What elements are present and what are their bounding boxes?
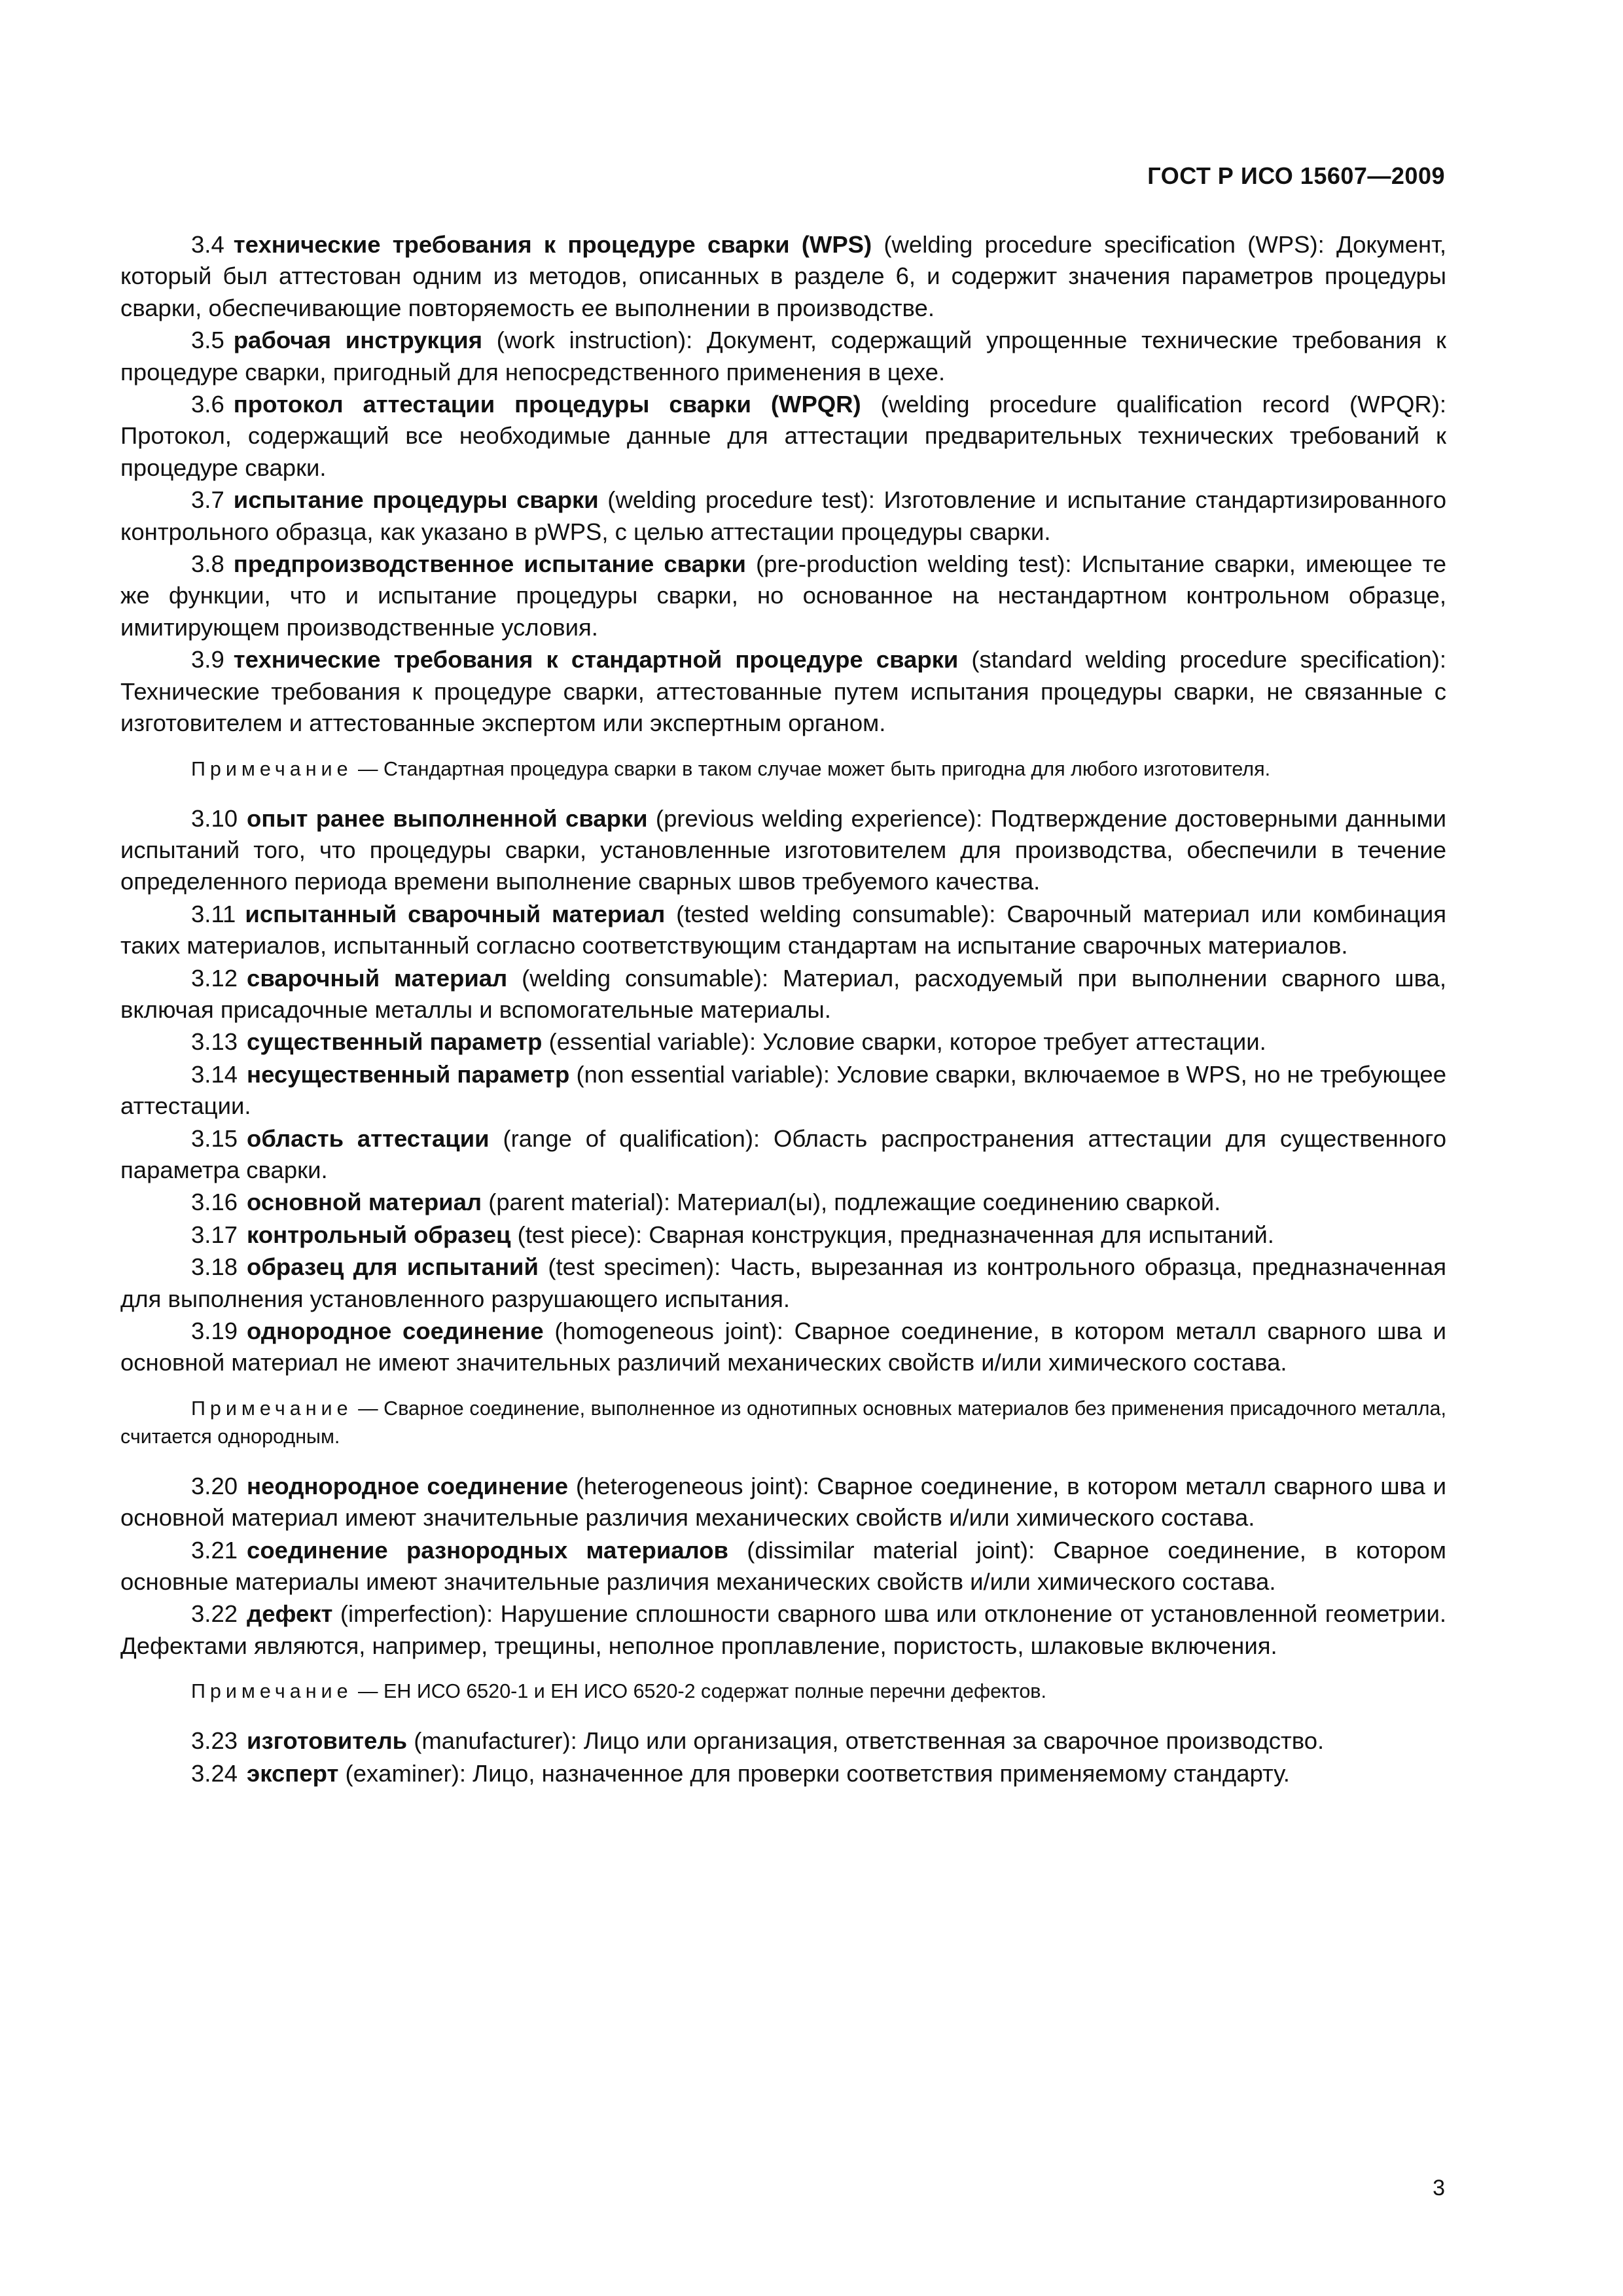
term-3-5 (120, 325, 1446, 388)
document-body (120, 229, 1446, 1790)
term-definition: (dissimilar material joint): Сварное соединение, в котором основные материалы имеют значительные различия механических свойств и/или химического состава. (120, 1536, 1447, 1596)
term-name: существенный параметр (247, 1028, 543, 1056)
term-name: испытание процедуры сварки (233, 486, 599, 514)
term-3-12 (120, 963, 1446, 1026)
term-name: контрольный образец (247, 1221, 511, 1248)
term-3-14 (120, 1059, 1446, 1122)
term-3-10 (120, 803, 1446, 898)
note-label: Примечание (191, 757, 353, 780)
term-number: 3.12 (191, 964, 238, 992)
term-number: 3.7 (191, 486, 224, 514)
term-number: 3.22 (191, 1600, 238, 1628)
term-definition: (tested welding consumable): Сварочный материал или комбинация таких материалов, испытанный согласно соответствующим стандартам на испытание сварочных материалов. (120, 900, 1446, 960)
note-label: Примечание (191, 1397, 353, 1420)
term-3-22 (120, 1598, 1446, 1662)
term-number: 3.14 (191, 1060, 238, 1088)
term-3-9 (120, 644, 1446, 739)
document-header: ГОСТ Р ИСО 15607—2009 (1147, 162, 1445, 189)
term-3-11 (120, 899, 1446, 962)
term-name: опыт ранее выполненной сварки (247, 804, 648, 832)
term-number: 3.13 (191, 1028, 238, 1056)
term-3-15 (120, 1123, 1446, 1187)
term-number: 3.17 (191, 1221, 238, 1248)
term-3-19 (120, 1316, 1446, 1379)
term-definition: (range of qualification): Область распространения аттестации для существенного параметра сварки. (120, 1124, 1446, 1183)
term-name: изготовитель (247, 1727, 408, 1755)
term-definition: (heterogeneous joint): Сварное соединение, в котором металл сварного шва и основной материал имеют значительные различия механических свойств и/или химического состава. (120, 1472, 1446, 1532)
term-name: неоднородное соединение (247, 1472, 569, 1499)
term-definition: (test piece): Сварная конструкция, предназначенная для испытаний. (510, 1221, 1274, 1248)
term-name: однородное соединение (247, 1318, 544, 1344)
term-definition: (parent material): Материал(ы), подлежащие соединению сваркой. (482, 1189, 1221, 1216)
term-3-7 (120, 484, 1446, 548)
term-name: испытанный сварочный материал (245, 900, 666, 927)
page-number: 3 (1433, 2176, 1445, 2200)
term-3-16 (120, 1187, 1446, 1218)
term-number: 3.24 (191, 1759, 238, 1787)
term-number: 3.8 (191, 550, 224, 578)
term-definition: (welding consumable): Материал, расходуемый при выполнении сварного шва, включая присадочные металлы и вспомогательные материалы. (120, 964, 1446, 1023)
term-number: 3.19 (191, 1318, 238, 1344)
term-number: 3.16 (191, 1189, 238, 1216)
term-definition: (examiner): Лицо, назначенное для проверки соответствия применяемому стандарту. (338, 1759, 1290, 1787)
term-definition: (pre-production welding test): Испытание сварки, имеющее те же функции, что и испытание процедуры сварки, но основанное на нестандартном контрольном образце, имитирующем производственные условия. (120, 550, 1446, 641)
term-definition: (essential variable): Условие сварки, которое требует аттестации. (542, 1028, 1266, 1056)
term-3-4 (120, 229, 1446, 324)
note-label: Примечание (191, 1680, 353, 1703)
term-3-6 (120, 389, 1446, 484)
term-definition: (homogeneous joint): Сварное соединение, в котором металл сварного шва и основной материал не имеют значительных различий механических свойств и/или химического состава. (120, 1318, 1446, 1376)
term-definition: (welding procedure test): Изготовление и испытание стандартизированного контрольного образца, как указано в pWPS, с целью аттестации процедуры сварки. (120, 486, 1447, 545)
term-name: рабочая инструкция (233, 327, 482, 354)
term-definition: (welding procedure qualification record (WPQR): Протокол, содержащий все необходимые данные для аттестации предварительных технических требований к процедуре сварки. (120, 391, 1446, 481)
term-number: 3.9 (191, 646, 224, 673)
term-definition: (previous welding experience): Подтверждение достоверными данными испытаний того, что процедуры сварки, установленные изготовителем для производства, обеспечили в течение определенного периода времени выполнение сварных швов требуемого качества. (120, 804, 1446, 895)
term-3-24 (120, 1758, 1446, 1789)
note-text: — Стандартная процедура сварки в таком случае может быть пригодна для любого изготовителя. (352, 757, 1271, 780)
term-definition: (welding procedure specification (WPS): Документ, который был аттестован одним из методов, описанных в разделе 6, и содержит значения параметров процедуры сварки, обеспечивающие повторяемость ее выполнении в производстве. (120, 231, 1446, 321)
note-text: — Сварное соединение, выполненное из однотипных основных материалов без применения присадочного металла, считается однородным. (120, 1397, 1446, 1448)
note-1 (120, 755, 1446, 783)
term-name: образец для испытаний (247, 1253, 539, 1281)
note-text: — ЕН ИСО 6520-1 и ЕН ИСО 6520-2 содержат полные перечни дефектов. (352, 1680, 1046, 1703)
term-name: предпроизводственное испытание сварки (233, 550, 746, 578)
term-name: технические требования к процедуре сварки (WPS) (233, 231, 872, 258)
term-name: дефект (247, 1600, 333, 1628)
term-definition: (non essential variable): Условие сварки, включаемое в WPS, но не требующее аттестации. (120, 1060, 1446, 1120)
term-number: 3.11 (191, 900, 236, 927)
term-number: 3.18 (191, 1253, 238, 1281)
term-3-17 (120, 1219, 1446, 1251)
note-2 (120, 1395, 1446, 1451)
term-3-21 (120, 1535, 1446, 1598)
term-definition: (manufacturer): Лицо или организация, ответственная за сварочное производство. (407, 1727, 1325, 1755)
term-name: несущественный параметр (247, 1060, 570, 1088)
term-definition: (test specimen): Часть, вырезанная из контрольного образца, предназначенная для выполнения установленного разрушающего испытания. (120, 1253, 1446, 1312)
term-number: 3.4 (191, 231, 224, 258)
term-number: 3.10 (191, 804, 238, 832)
term-3-8 (120, 548, 1446, 643)
term-3-20 (120, 1471, 1446, 1534)
term-3-18 (120, 1251, 1446, 1315)
term-number: 3.6 (191, 391, 224, 418)
term-name: соединение разнородных материалов (247, 1536, 728, 1564)
term-definition: (standard welding procedure specification): Технические требования к процедуре сварки, аттестованные путем испытания процедуры сварки, не связанные с изготовителем и аттестованные экспертом или экспертным органом. (120, 646, 1446, 737)
term-number: 3.20 (191, 1472, 238, 1499)
term-name: технические требования к стандартной процедуре сварки (233, 646, 959, 673)
term-name: область аттестации (247, 1124, 490, 1152)
term-number: 3.15 (191, 1124, 238, 1152)
term-name: протокол аттестации процедуры сварки (WPQR) (233, 391, 861, 418)
term-number: 3.21 (191, 1536, 238, 1564)
term-3-23 (120, 1725, 1446, 1757)
term-definition: (imperfection): Нарушение сплошности сварного шва или отклонение от установленной геометрии. Дефектами являются, например, трещины, неполное проплавление, пористость, шлаковые включения. (120, 1600, 1446, 1659)
term-definition: (work instruction): Документ, содержащий упрощенные технические требования к процедуре сварки, пригодный для непосредственного применения в цехе. (120, 327, 1447, 386)
term-name: основной материал (247, 1189, 482, 1216)
term-number: 3.23 (191, 1727, 238, 1755)
term-name: сварочный материал (247, 964, 508, 992)
term-name: эксперт (247, 1759, 339, 1787)
term-3-13 (120, 1026, 1446, 1058)
term-number: 3.5 (191, 327, 224, 354)
note-3 (120, 1677, 1446, 1706)
